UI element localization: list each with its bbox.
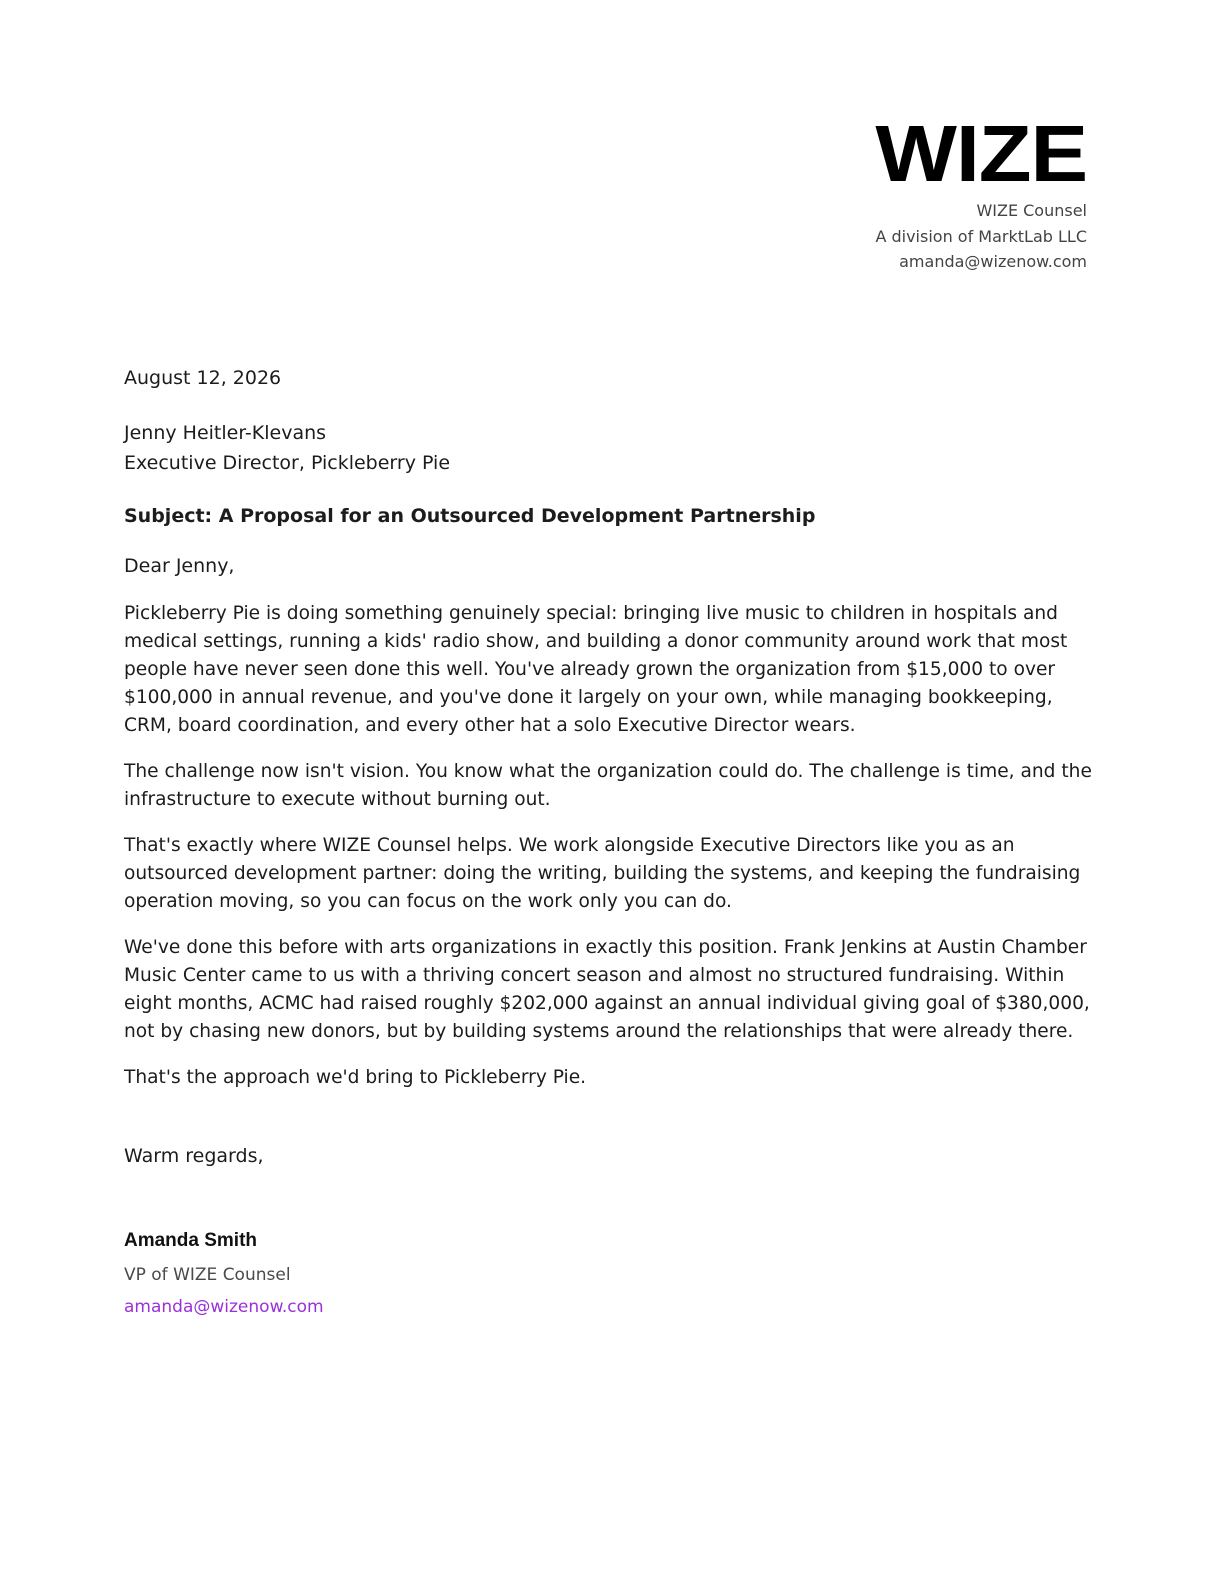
org-name: WIZE Counsel (976, 201, 1087, 220)
signer-title: VP of WIZE Counsel (124, 1265, 291, 1285)
org-email: amanda@wizenow.com (899, 252, 1087, 271)
signature-block (124, 1228, 1104, 1320)
org-division: A division of MarktLab LLC (875, 226, 1087, 246)
recipient-block (124, 418, 1104, 478)
body-paragraph-1: Pickleberry Pie is doing something genuinely special: bringing live music to children in hospitals and medical settings, running a kids' radio show, and building a donor community around work that most people have never seen done this well. You've already grown the organization from $15,000 to over $100,000 in annual revenue, and you've done it largely on your own, while managing bookkeeping, CRM, board coordination, and every other hat a solo Executive Director wears. (124, 603, 1068, 736)
body-paragraph-5: That's the approach we'd bring to Pickleberry Pie. (124, 1067, 587, 1088)
signer-name: Amanda Smith (124, 1230, 258, 1251)
letter-date: August 12, 2026 (124, 367, 282, 389)
body-paragraph-3: That's exactly where WIZE Counsel helps. We work alongside Executive Directors like you as an outsourced development partner: doing the writing, building the systems, and keeping the fundraising operation moving, so you can focus on the work only you can do. (124, 835, 1081, 912)
body-paragraph-2: The challenge now isn't vision. You know what the organization could do. The challenge is time, and the infrastructure to execute without burning out. (124, 761, 1092, 810)
body-paragraph-4: We've done this before with arts organizations in exactly this position. Frank Jenkins at Austin Chamber Music Center came to us with a thriving concert season and almost no structured fundraising. Within eight months, ACMC had raised roughly $202,000 against an annual individual giving goal of $380,000, not by chasing new donors, but by building systems around the relationships that were already there. (124, 937, 1090, 1042)
company-logo: WIZE (875, 109, 1087, 198)
closing: Warm regards, (124, 1145, 264, 1167)
letter-body (124, 364, 1104, 1320)
letter-subject: Subject: A Proposal for an Outsourced Development Partnership (124, 505, 816, 527)
recipient-name: Jenny Heitler-Klevans (124, 422, 327, 444)
signer-email-link[interactable]: amanda@wizenow.com (124, 1297, 324, 1317)
letterhead (587, 109, 1087, 275)
salutation: Dear Jenny, (124, 555, 235, 577)
recipient-title: Executive Director, Pickleberry Pie (124, 452, 451, 474)
